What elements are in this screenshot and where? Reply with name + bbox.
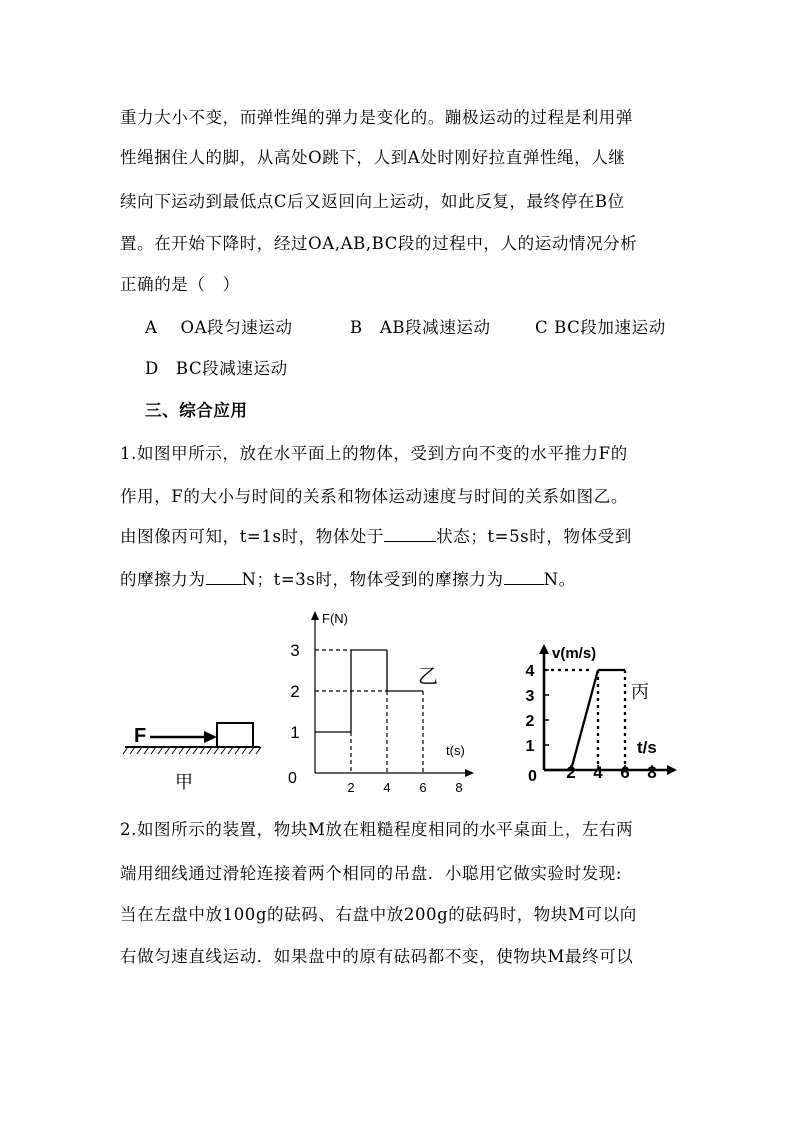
x-axis-arrow-icon [667,765,677,775]
answer-blank[interactable] [384,527,436,542]
figure-jia [120,710,270,800]
ground-hatching [123,747,261,754]
y-axis-label: F(N) [322,611,348,626]
chart-annotation: 乙 [418,666,438,688]
question-2-line: 2.如图所示的装置，物块M放在粗糙程度相同的水平桌面上，左右两 [120,820,634,839]
block [217,723,253,747]
y-tick-label: 1 [290,723,300,742]
section-heading: 三、综合应用 [145,401,248,420]
x-axis-label: t(s) [446,743,465,758]
question-text: N；t=3s时，物体受到的摩擦力为 [241,570,504,589]
question-text: 状态；t=5s时，物体受到 [436,527,632,546]
option-d: D BC段减速运动 [145,359,288,378]
x-tick-label: 4 [383,780,391,795]
origin-label: 0 [288,770,297,787]
x-tick-label: 6 [419,780,427,795]
paragraph-line: 重力大小不变，而弹性绳的弹力是变化的。蹦极运动的过程是利用弹 [120,108,633,127]
question-text: N。 [543,570,576,589]
question-1-line [120,566,576,590]
question-1-line: 作用，F的大小与时间的关系和物体运动速度与时间的关系如图乙。 [120,487,628,506]
question-2-line: 端用细线通过滑轮连接着两个相同的吊盘．小聪用它做实验时发现: [120,864,623,883]
x-tick-label: 8 [455,780,463,795]
x-axis-label: t/s [637,738,657,757]
question-2-line: 当在左盘中放100g的砝码、右盘中放200g的砝码时，物块M可以向 [120,905,637,924]
chart-yi [280,605,500,805]
y-tick-label: 1 [525,738,535,755]
figure-caption: 甲 [175,772,193,792]
question-1-line: 1.如图甲所示，放在水平面上的物体，受到方向不变的水平推力F的 [120,444,628,463]
y-axis-arrow-icon [539,644,549,654]
y-axis-label: v(m/s) [552,645,597,662]
y-tick-label: 4 [525,663,535,680]
answer-blank[interactable] [504,570,544,585]
x-axis-arrow-icon [465,769,474,777]
option-b: B AB段减速运动 [350,318,491,337]
x-tick-label: 6 [620,763,630,782]
option-c: C BC段加速运动 [535,318,666,337]
chart-annotation: 丙 [631,682,649,702]
paragraph-line: 正确的是（ ） [120,275,240,294]
series-segment [571,670,598,770]
answer-blank[interactable] [206,570,242,585]
y-tick-label: 2 [525,713,535,730]
x-tick-label: 8 [647,763,657,782]
x-tick-label: 2 [566,763,576,782]
paragraph-line: 续向下运动到最低点C后又返回向上运动，如此反复，最终停在B位 [120,192,625,211]
y-axis-arrow-icon [311,611,319,620]
x-tick-label: 4 [593,763,603,782]
y-tick-label: 3 [525,688,535,705]
origin-label: 0 [528,768,537,785]
paragraph-line: 置。在开始下降时，经过OA,AB,BC段的过程中，人的运动情况分析 [120,234,638,253]
question-text: 由图像丙可知，t=1s时，物体处于 [120,527,385,546]
x-tick-label: 2 [347,780,355,795]
chart-bing [520,640,695,785]
y-tick-label: 3 [290,641,300,660]
force-label: F [134,725,147,747]
question-1-line [120,523,632,547]
paragraph-line: 性绳捆住人的脚，从高处O跳下，人到A处时刚好拉直弹性绳，人继 [120,148,626,167]
arrow-head-icon [204,731,217,743]
y-tick-label: 2 [290,682,300,701]
option-a: A OA段匀速运动 [145,318,293,337]
question-2-line: 右做匀速直线运动．如果盘中的原有砝码都不变，使物块M最终可以 [120,947,634,966]
question-text: 的摩擦力为 [120,570,206,589]
